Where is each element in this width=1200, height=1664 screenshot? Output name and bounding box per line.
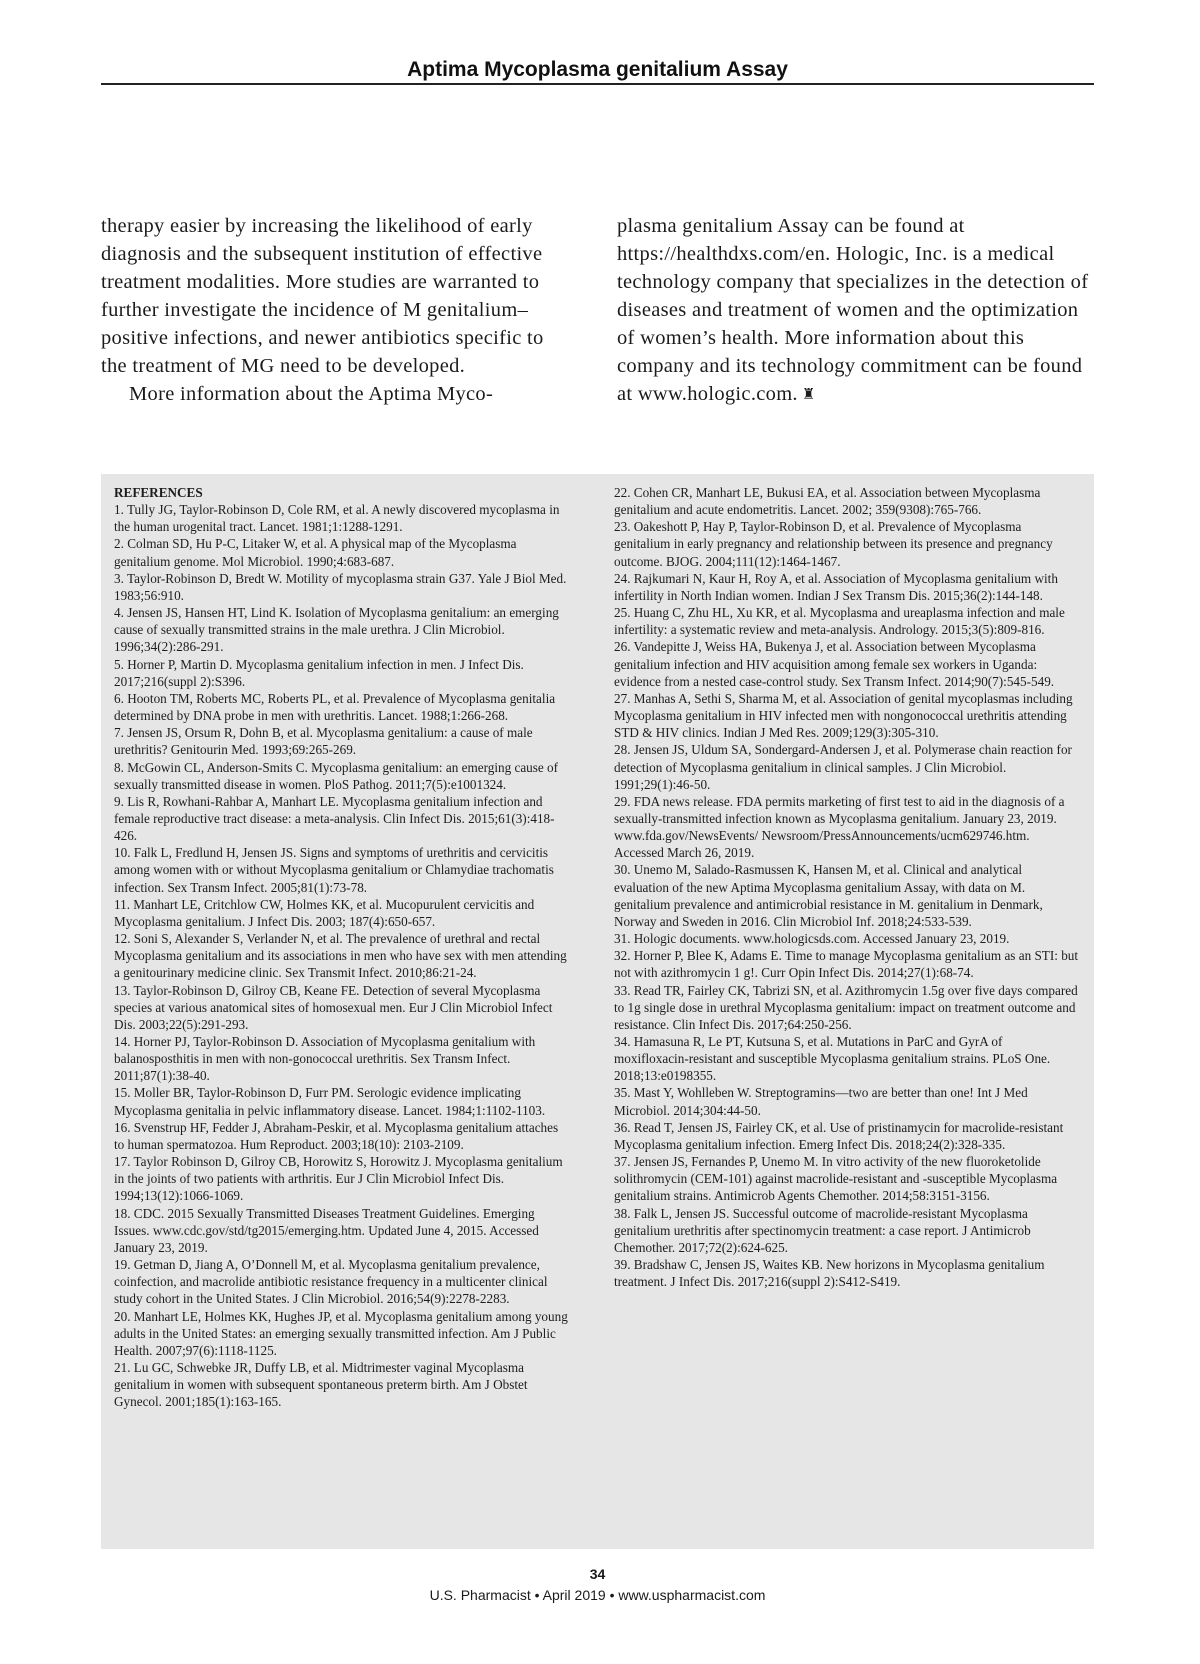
reference-item: 1. Tully JG, Taylor-Robinson D, Cole RM, et al. A newly discovered mycoplasma in the human urogenital tract. Lancet. 1981;1:1288-1291. — [114, 502, 560, 535]
reference-item: 39. Bradshaw C, Jensen JS, Waites KB. New horizons in Mycoplasma genitalium treatment. J Infect Dis. 2017;216(suppl 2):S412-S419. — [614, 1257, 1045, 1290]
body-column-right — [617, 212, 1097, 409]
reference-item: 21. Lu GC, Schwebke JR, Duffy LB, et al. Midtrimester vaginal Mycoplasma genitalium in women with subsequent spontaneous preterm birth. Am J Obstet Gynecol. 2001;185(1):163-165. — [114, 1359, 528, 1410]
reference-item: 18. CDC. 2015 Sexually Transmitted Diseases Treatment Guidelines. Emerging Issues. www.cdc.gov/std/tg2015/emerging.htm. Updated June 4, 2015. Accessed January 23, 2019. — [114, 1205, 539, 1255]
reference-item: 24. Rajkumari N, Kaur H, Roy A, et al. Association of Mycoplasma genitalium with infertility in North Indian women. Indian J Sex Transm Dis. 2015;36(2):144-148. — [614, 570, 1058, 603]
publication-footer: U.S. Pharmacist • April 2019 • www.uspharmacist.com — [429, 1587, 766, 1603]
reference-item: 15. Moller BR, Taylor-Robinson D, Furr PM. Serologic evidence implicating Mycoplasma genitalia in pelvic inflammatory disease. Lancet. 1984;1:1102-1103. — [114, 1085, 546, 1118]
reference-item: 14. Horner PJ, Taylor-Robinson D. Association of Mycoplasma genitalium with balanosposthitis in men with non-gonococcal urethritis. Sex Transm Infect. 2011;87(1):38-40. — [114, 1034, 536, 1084]
reference-item: 3. Taylor-Robinson D, Bredt W. Motility of mycoplasma strain G37. Yale J Biol Med. 1983;56:910. — [114, 570, 567, 603]
reference-item: 38. Falk L, Jensen JS. Successful outcome of macrolide-resistant Mycoplasma genitalium urethritis after spectinomycin treatment: a case report. J Antimicrob Chemother. 2017;72(2):624-625. — [614, 1205, 1031, 1255]
reference-item: 7. Jensen JS, Orsum R, Dohn B, et al. Mycoplasma genitalium: a cause of male urethritis? Genitourin Med. 1993;69:265-269. — [114, 725, 533, 758]
reference-item: 4. Jensen JS, Hansen HT, Lind K. Isolation of Mycoplasma genitalium: an emerging cause of sexually transmitted strains in the male urethra. J Clin Microbiol. 1996;34(2):286-291. — [114, 605, 559, 655]
reference-item: 29. FDA news release. FDA permits marketing of first test to aid in the diagnosis of a sexually-transmitted infection known as Mycoplasma genitalium. January 23, 2019. www.fda.gov/NewsEvents/ Newsroom/PressAnnouncements/ucm629746.htm. Accessed March 26, 2019. — [614, 793, 1065, 861]
reference-item: 30. Unemo M, Salado-Rasmussen K, Hansen M, et al. Clinical and analytical evaluation of the new Aptima Mycoplasma genitalium Assay, with data on M. genitalium prevalence and antimicrobial resistance in M. genitalium in Denmark, Norway and Sweden in 2016. Clin Microbiol Inf. 2018;24:533-539. — [614, 862, 1043, 929]
body-paragraph: therapy easier by increasing the likelihood of early diagnosis and the subsequent institution of effective treatment modalities. More studies are warranted to further investigate the incidence of M genitalium–positive infections, and newer antibiotics specific to the treatment of MG need to be developed. — [101, 215, 544, 377]
reference-item: 20. Manhart LE, Holmes KK, Hughes JP, et al. Mycoplasma genitalium among young adults in the United States: an emerging sexually transmitted infection. Am J Public Health. 2007;97(6):1118-1125. — [114, 1308, 568, 1358]
reference-item: 5. Horner P, Martin D. Mycoplasma genitalium infection in men. J Infect Dis. 2017;216(suppl 2):S396. — [114, 656, 524, 689]
reference-item: 26. Vandepitte J, Weiss HA, Bukenya J, et al. Association between Mycoplasma genitalium infection and HIV acquisition among female sex workers in Uganda: evidence from a nested case-control study. Sex Transm Infect. 2014;90(7):545-549. — [614, 639, 1055, 689]
reference-item: 10. Falk L, Fredlund H, Jensen JS. Signs and symptoms of urethritis and cervicitis among women with or without Mycoplasma genitalium or Chlamydiae trachomatis infection. Sex Transm Infect. 2005;81(1):73-78. — [114, 845, 554, 895]
reference-item: 8. McGowin CL, Anderson-Smits C. Mycoplasma genitalium: an emerging cause of sexually transmitted disease in women. PloS Pathog. 2011;7(5):e1001324. — [114, 759, 559, 792]
references-box — [101, 474, 1094, 1549]
reference-item: 2. Colman SD, Hu P-C, Litaker W, et al. A physical map of the Mycoplasma genitalium genome. Mol Microbiol. 1990;4:683-687. — [114, 536, 517, 569]
reference-item: 35. Mast Y, Wohlleben W. Streptogramins—two are better than one! Int J Med Microbiol. 2014;304:44-50. — [614, 1085, 1028, 1118]
reference-item: 27. Manhas A, Sethi S, Sharma M, et al. Association of genital mycoplasmas including Mycoplasma genitalium in HIV infected men with nongonococcal urethritis attending STD & HIV clinics. Indian J Med Res. 2009;129(3):305-310. — [614, 690, 1073, 741]
reference-item: 9. Lis R, Rowhani-Rahbar A, Manhart LE. Mycoplasma genitalium infection and female reproductive tract disease: a meta-analysis. Clin Infect Dis. 2015;61(3):418-426. — [114, 793, 555, 844]
reference-item: 23. Oakeshott P, Hay P, Taylor-Robinson D, et al. Prevalence of Mycoplasma genitalium in early pregnancy and relationship between its presence and pregnancy outcome. BJOG. 2004;111(12):1464-1467. — [614, 519, 1053, 569]
running-header: Aptima Mycoplasma genitalium Assay — [407, 58, 788, 81]
body-column-left — [101, 212, 556, 408]
reference-item: 36. Read T, Jensen JS, Fairley CK, et al. Use of pristinamycin for macrolide-resistant Mycoplasma genitalium infection. Emerg Infect Dis. 2018;24(2):328-335. — [614, 1119, 1064, 1152]
header-rule — [101, 83, 1094, 85]
reference-item: 13. Taylor-Robinson D, Gilroy CB, Keane FE. Detection of several Mycoplasma species at various anatomical sites of homosexual men. Eur J Clin Microbiol Infect Dis. 2003;22(5):291-293. — [114, 982, 553, 1032]
reference-item: 34. Hamasuna R, Le PT, Kutsuna S, et al. Mutations in ParC and GyrA of moxifloxacin-resistant and susceptible Mycoplasma genitalium strains. PLoS One. 2018;13:e0198355. — [614, 1034, 1051, 1084]
reference-item: 17. Taylor Robinson D, Gilroy CB, Horowitz S, Horowitz J. Mycoplasma genitalium in the joints of two patients with arthritis. Eur J Clin Microbiol Infect Dis. 1994;13(12):1066-1069. — [114, 1154, 563, 1204]
reference-item: 12. Soni S, Alexander S, Verlander N, et al. The prevalence of urethral and rectal Mycoplasma genitalium and its associations in men who have sex with men attending a genitourinary medicine clinic. Sex Transmit Infect. 2010;86:21-24. — [114, 931, 567, 981]
reference-item: 19. Getman D, Jiang A, O’Donnell M, et al. Mycoplasma genitalium prevalence, coinfection, and macrolide antibiotic resistance frequency in a multicenter clinical study cohort in the United States. J Clin Microbiol. 2016;54(9):2278-2283. — [114, 1257, 548, 1307]
article-end-icon: ♜ — [801, 387, 816, 403]
page-number: 34 — [589, 1566, 606, 1582]
body-paragraph: plasma genitalium Assay can be found at https://healthdxs.com/en. Hologic, Inc. is a medical technology company that specializes in the detection of diseases and treatment of women and the optimization of women’s health. More information about this company and its technology commitment can be found at www.hologic.com. — [617, 215, 1089, 405]
references-column-right — [614, 484, 1080, 1290]
reference-item: 22. Cohen CR, Manhart LE, Bukusi EA, et al. Association between Mycoplasma genitalium and acute endometritis. Lancet. 2002; 359(9308):765-766. — [614, 485, 1041, 518]
reference-item: 33. Read TR, Fairley CK, Tabrizi SN, et al. Azithromycin 1.5g over five days compared to 1g single dose in urethral Mycoplasma genitalium: impact on treatment outcome and resistance. Clin Infect Dis. 2017;64:250-256. — [614, 982, 1078, 1032]
reference-item: 16. Svenstrup HF, Fedder J, Abraham-Peskir, et al. Mycoplasma genitalium attaches to human spermatozoa. Hum Reproduct. 2003;18(10): 2103-2109. — [114, 1119, 559, 1152]
body-paragraph: More information about the Aptima Myco- — [129, 383, 494, 405]
references-column-left — [114, 484, 570, 1410]
reference-item: 11. Manhart LE, Critchlow CW, Holmes KK, et al. Mucopurulent cervicitis and Mycoplasma genitalium. J Infect Dis. 2003; 187(4):650-657. — [114, 896, 535, 929]
reference-item: 31. Hologic documents. www.hologicsds.com. Accessed January 23, 2019. — [614, 931, 1010, 947]
reference-item: 32. Horner P, Blee K, Adams E. Time to manage Mycoplasma genitalium as an STI: but not with azithromycin 1 g!. Curr Opin Infect Dis. 2014;27(1):68-74. — [614, 948, 1079, 981]
reference-item: 28. Jensen JS, Uldum SA, Sondergard-Andersen J, et al. Polymerase chain reaction for detection of Mycoplasma genitalium in clinical samples. J Clin Microbiol. 1991;29(1):46-50. — [614, 742, 1072, 792]
references-heading: REFERENCES — [114, 485, 203, 500]
reference-item: 6. Hooton TM, Roberts MC, Roberts PL, et al. Prevalence of Mycoplasma genitalia determined by DNA probe in men with urethritis. Lancet. 1988;1:266-268. — [114, 690, 556, 724]
reference-item: 37. Jensen JS, Fernandes P, Unemo M. In vitro activity of the new fluoroketolide solithromycin (CEM-101) against macrolide-resistant and -susceptible Mycoplasma genitalium strains. Antimicrob Agents Chemother. 2014;58:3151-3156. — [614, 1154, 1058, 1204]
reference-item: 25. Huang C, Zhu HL, Xu KR, et al. Mycoplasma and ureaplasma infection and male infertility: a systematic review and meta-analysis. Andrology. 2015;3(5):809-816. — [614, 605, 1065, 638]
